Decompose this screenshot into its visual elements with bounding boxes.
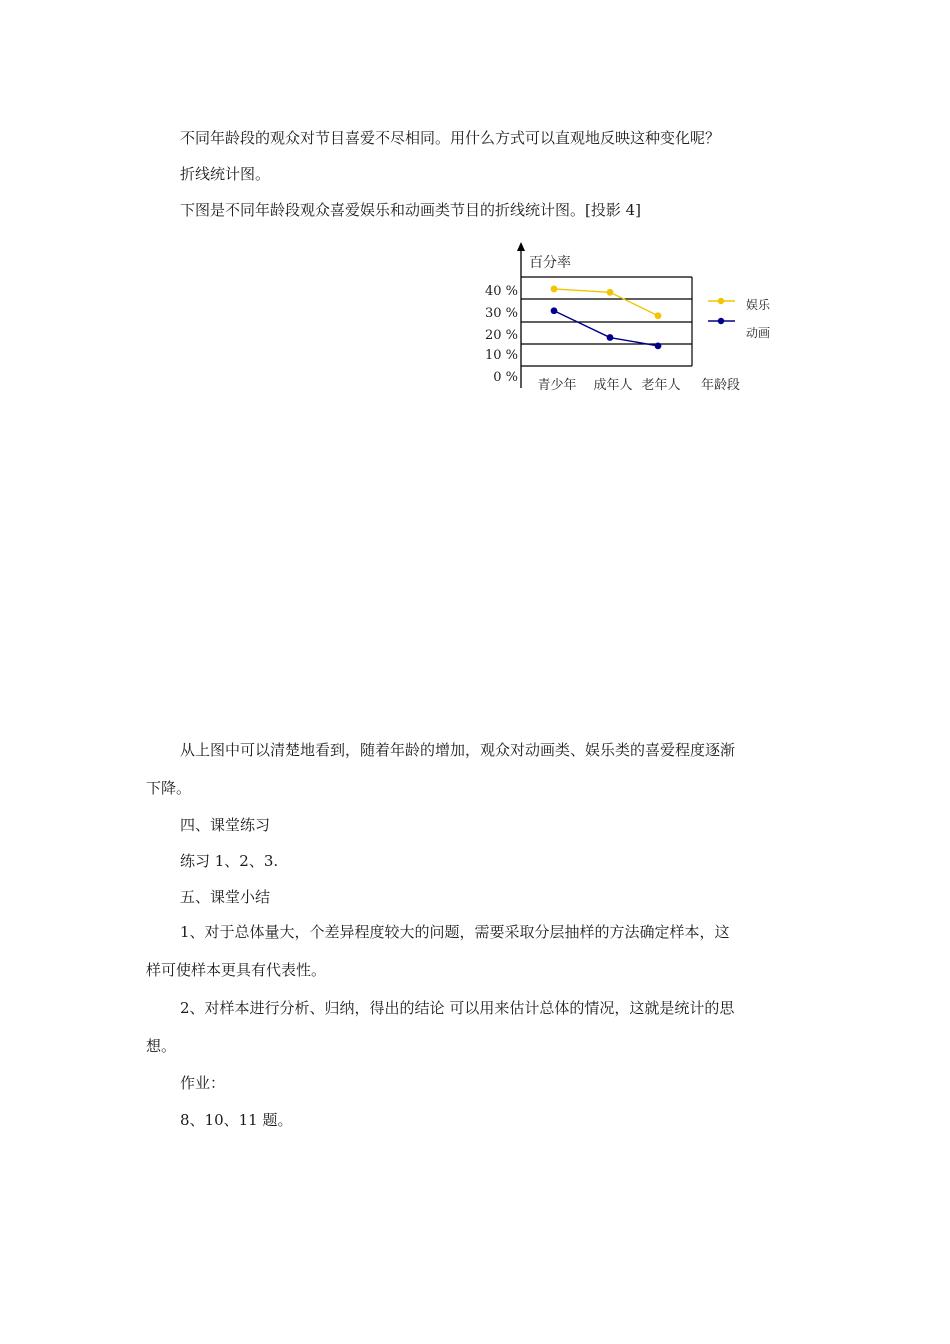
y-axis-label: 百分率 [529, 255, 571, 271]
series-layer [551, 286, 662, 350]
paragraph-conclusion-line1: 从上图中可以清楚地看到，随着年龄的增加，观众对动画类、娱乐类的喜爱程度逐渐 [180, 741, 736, 759]
data-point-动画 [551, 307, 558, 314]
data-point-动画 [655, 343, 662, 350]
data-point-娱乐 [607, 289, 614, 296]
data-point-动画 [607, 334, 614, 341]
x-tick-label: 青少年 [537, 378, 577, 393]
y-tick-labels [485, 284, 518, 385]
homework-items: 8、10、11 题。 [180, 1111, 293, 1129]
y-tick-label: 20 % [484, 328, 518, 343]
y-tick-label: 10 % [484, 348, 518, 363]
paragraph-chart-intro: 下图是不同年龄段观众喜爱娱乐和动画类节目的折线统计图。[投影 4] [180, 201, 642, 219]
y-axis-arrow [517, 242, 525, 251]
series-line-动画 [554, 311, 658, 346]
legend [708, 297, 771, 340]
paragraph-exercises: 练习 1、2、3. [180, 852, 279, 870]
x-tick-label: 老年人 [641, 378, 681, 393]
paragraph-answer: 折线统计图。 [180, 165, 271, 183]
paragraph-question: 不同年龄段的观众对节目喜爱不尽相同。用什么方式可以直观地反映这种变化呢？ [180, 129, 721, 147]
legend-label: 娱乐 [746, 298, 771, 312]
data-point-娱乐 [551, 286, 558, 293]
legend-marker [718, 298, 724, 304]
y-tick-label: 0 % [493, 370, 518, 385]
y-tick-label: 40 % [484, 284, 518, 299]
data-point-娱乐 [655, 312, 662, 319]
legend-label: 动画 [746, 326, 771, 340]
summary-item-2-line1: 2、对样本进行分析、归纳，得出的结论 可以用来估计总体的情况，这就是统计的思 [180, 999, 735, 1017]
grid-lines [521, 299, 692, 366]
section-heading-summary: 五、课堂小结 [180, 888, 271, 906]
line-chart [480, 240, 780, 410]
x-axis-label: 年龄段 [701, 378, 741, 393]
summary-item-1-line2: 样可使样本更具有代表性。 [146, 961, 327, 979]
section-heading-practice: 四、课堂练习 [180, 816, 271, 834]
series-line-娱乐 [554, 289, 658, 316]
x-tick-label: 成年人 [593, 378, 633, 393]
homework-label: 作业： [180, 1074, 226, 1092]
summary-item-2-line2: 想。 [146, 1037, 177, 1055]
paragraph-conclusion-line2: 下降。 [146, 779, 192, 797]
y-tick-label: 30 % [484, 306, 518, 321]
x-tick-labels [537, 377, 680, 393]
summary-item-1-line1: 1、对于总体量大，个差异程度较大的问题，需要采取分层抽样的方法确定样本，这 [180, 923, 730, 941]
legend-marker [718, 318, 724, 324]
